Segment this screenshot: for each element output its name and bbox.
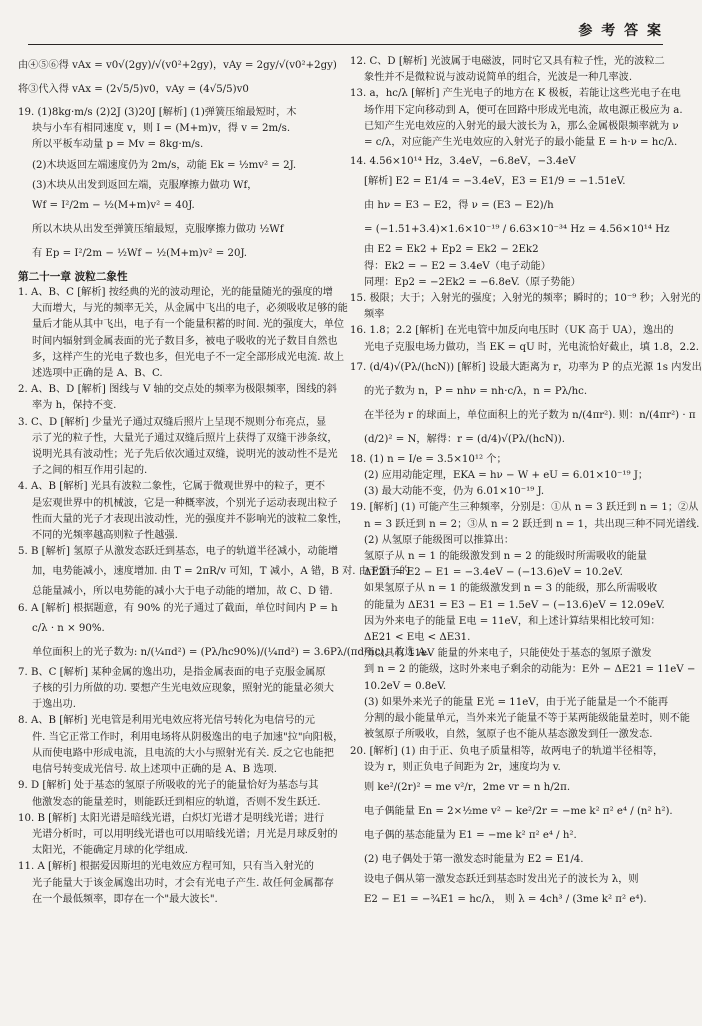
- answer-line: 18. (1) n = I/e = 3.5×10¹² 个；: [350, 453, 507, 465]
- answer-line: 多，这样产生的光电子数也多，但光电子不一定全部形成光电流. 故上: [32, 351, 345, 363]
- answer-line: 时间内辐射到金属表面的光子数目多，被电子吸收的光子数目自然也: [32, 335, 338, 347]
- page-header: [28, 20, 663, 45]
- right-column: [350, 54, 702, 1014]
- answer-line: 光谱分析时，可以用明线光谱也可以用暗线光谱；月光是月球反射的: [32, 828, 338, 840]
- answer-line: ΔE21 < E电 < ΔE31.: [364, 632, 471, 644]
- answer-line: 光电子克服电场力做功，当 EK = qU 时，光电流恰好截止，填 1.8，2.2.: [364, 341, 700, 353]
- answer-line: 19. (1)8kg·m/s (2)2J (3)20J [解析] (1)弹簧压缩最短时，木: [18, 107, 297, 118]
- answer-line: 场作用下定向移动到 A，便可在回路中形成光电流，故电源正极应为 a.: [364, 104, 683, 116]
- answer-line: 由 E2 = Ek2 + Ep2 = Ek2 − 2Ek2: [364, 244, 539, 256]
- answer-line: Wf = I²/2m − ½(M+m)v² = 40J.: [32, 199, 195, 211]
- answer-line: 性而大量的光子才表现出波动性，光的强度并不影响光的波粒二象性，: [32, 513, 348, 525]
- answer-line: 是宏观世界中的机械波，它是一种概率波，个别光子运动表现出粒子: [32, 497, 338, 509]
- answer-line: 子核的引力所做的功. 要想产生光电效应现象，照射光的能量必须大: [32, 683, 334, 695]
- answer-line: 率为 h，保持不变.: [32, 400, 117, 412]
- answer-line: 总能量减小，所以电势能的减小大于电子动能的增加，故 C、D 错.: [32, 586, 333, 598]
- answer-line: 11. A [解析] 根据爱因斯坦的光电效应方程可知，只有当入射光的: [18, 861, 314, 873]
- answer-line: 电子偶的基态能量为 E1 = −me k² π² e⁴ / h².: [364, 829, 577, 841]
- answer-line: (2)木块返回左端速度仍为 2m/s，动能 Ek = ½mv² = 2J.: [32, 159, 297, 171]
- answer-line: 20. [解析] (1) 由于正、负电子质量相等，故两电子的轨道半径相等，: [350, 745, 664, 757]
- answer-line: 由 hν = E3 − E2，得 ν = (E3 − E2)/h: [364, 200, 554, 212]
- answer-line: 单位面积上的光子数为: n/(¼πd²) = (Pλ/hc90%)/(¼πd²) = 3.6Pλ/(πd²hc)，故选 A.: [32, 646, 429, 658]
- answer-line: 2. A、B、D [解析] 图线与 V 轴的交点处的频率为极限频率，图线的斜: [18, 384, 337, 396]
- answer-line: 分割的最小能量单元，当外来光子能量不等于某两能级能量差时，则不能: [364, 713, 690, 725]
- answer-line: 所以具有 11eV 能量的外来电子，只能使处于基态的氢原子激发: [364, 648, 652, 660]
- answer-line: 件. 当它正常工作时，利用电场将从阴极逸出的电子加速"拉"向阳极，: [32, 731, 344, 743]
- answer-line: 将③代入得 vAx = (2√5/5)v0，vAy = (4√5/5)v0: [18, 84, 249, 95]
- answer-line: ΔE21 = E2 − E1 = −3.4eV − (−13.6)eV = 10.2eV.: [364, 567, 623, 579]
- answer-line: 被氢原子所吸收，自然，氢原子也不能从基态激发到任一激发态.: [364, 729, 653, 741]
- answer-line: = c/λ，对应能产生光电效应的入射光子的最小能量 E = h·ν = hc/λ.: [364, 137, 678, 149]
- answer-line: 电子偶能量 En = 2×½me v² − ke²/2r = −me k² π² e⁴ / (n² h²).: [364, 805, 673, 817]
- answer-line: 有 Ep = I²/2m − ½Wf − ½(M+m)v² = 20J.: [32, 247, 248, 259]
- answer-line: 则 ke²/(2r)² = me v²/r，2me vr = n h/2π.: [364, 781, 571, 793]
- answer-line: 3. C、D [解析] 少量光子通过双缝后照片上呈现不规则分布亮点，显: [18, 416, 327, 428]
- answer-line: 17. (d/4)√(Pλ/(hcN)) [解析] 设最大距离为 r，功率为 P 的点光源 1s 内发出: [350, 361, 702, 373]
- answer-line: 块与小车有相同速度 v，则 I = (M+m)v，得 v = 2m/s.: [32, 123, 291, 135]
- answer-line: (3) 最大动能不变，仍为 6.01×10⁻¹⁹ J.: [364, 486, 545, 498]
- answer-line: 7. B、C [解析] 某种金属的逸出功，是指金属表面的电子克服金属原: [18, 666, 326, 678]
- answer-line: 得：Ek2 = − E2 = 3.4eV（电子动能）: [364, 260, 551, 272]
- answer-line: 6. A [解析] 根据题意，有 90% 的光子通过了截面，单位时间内 P = h: [18, 602, 338, 614]
- answer-line: 因为外来电子的能量 E电 = 11eV，和上述计算结果相比较可知：: [364, 615, 661, 627]
- answer-line: 所以平板车动量 p = Mv = 8kg·m/s.: [32, 139, 204, 151]
- answer-line: 19. [解析] (1) 可能产生三种频率，分别是：①从 n = 3 跃迁到 n = 1；②从: [350, 502, 699, 514]
- answer-line: 从而使电路中形成电流，且电流的大小与照射光有关. 反之它也能把: [32, 747, 334, 759]
- answer-line: E2 − E1 = −¾E1 = hc/λ， 则 λ = 4ch³ / (3me k² π² e⁴).: [364, 894, 647, 906]
- answer-line: 氢原子从 n = 1 的能级激发到 n = 2 的能级时所需吸收的能量: [364, 551, 647, 563]
- answer-line: 4. A、B [解析] 光具有波粒二象性，它属于微观世界中的粒子，更不: [18, 481, 326, 493]
- answer-line: (3)木块从出发到返回左端，克服摩擦力做功 Wf，: [32, 179, 258, 191]
- answer-line: 所以木块从出发至弹簧压缩最短，克服摩擦力做功 ½Wf: [32, 223, 284, 235]
- answer-line: (2) 应用动能定理，EKA = hν − W + eU = 6.01×10⁻¹⁹ J；: [364, 470, 649, 482]
- answer-line: 在半径为 r 的球面上，单位面积上的光子数为 n/(4πr²). 则：n/(4πr²) · π: [364, 409, 696, 421]
- answer-line: 大而增大，与光的频率无关，从金属中飞出的电子，必须吸收足够的能: [32, 303, 348, 315]
- page-header-title: 参 考 答 案: [578, 23, 663, 39]
- answer-line: 的能量为 ΔE31 = E3 − E1 = 1.5eV − (−13.6)eV = 12.09eV.: [364, 599, 665, 611]
- answer-line: 12. C、D [解析] 光波属于电磁波，同时它又具有粒子性，光的波粒二: [350, 56, 665, 67]
- answer-line: 13. a，hc/λ [解析] 产生光电子的地方在 K 极板，若能让这些光电子在电: [350, 88, 681, 100]
- chapter-heading: 第二十一章 波粒二象性: [18, 270, 128, 283]
- answer-line: 频率: [364, 309, 385, 321]
- answer-line: 14. 4.56×10¹⁴ Hz，3.4eV，−6.8eV，−3.4eV: [350, 156, 576, 168]
- answer-line: 设为 r，则正负电子间距为 2r，速度均为 v.: [364, 761, 561, 773]
- answer-line: 电信号转变成光信号. 故上述项中正确的是 A、B 选项.: [32, 764, 277, 776]
- answer-line: 光子能量大于该金属逸出功时，才会有光电子产生. 故任何金属都存: [32, 877, 334, 889]
- answer-line: 15. 极限；大于；入射光的强度；入射光的频率；瞬时的；10⁻⁹ 秒；入射光的: [350, 293, 701, 305]
- answer-line: 象性并不是微粒说与波动说简单的组合，光波是一种几率波.: [364, 72, 633, 84]
- answer-line: 他激发态的能量差时，则能跃迁到相应的轨道，否则不发生跃迁.: [32, 796, 321, 808]
- answer-line: 设电子偶从第一激发态跃迁到基态时发出光子的波长为 λ，则: [364, 873, 639, 885]
- answer-line: n = 3 跃迁到 n = 2；③从 n = 2 跃迁到 n = 1，共出现三种不同光谱线.: [364, 518, 700, 530]
- answer-line: 同理：Ep2 = −2Ek2 = −6.8eV.（原子势能）: [364, 276, 581, 288]
- answer-line: 加，电势能减小，速度增加. 由 T = 2πR/v 可知，T 减小，A 错，B 对. 由于原子的: [32, 566, 410, 578]
- answer-line: 已知产生光电效应的入射光的最大波长为 λ，那么金属极限频率就为 ν: [364, 120, 679, 132]
- answer-line: 的光子数为 n，P = nhν = nh·c/λ，n = Pλ/hc.: [364, 385, 588, 397]
- answer-line: 1. A、B、C [解析] 按经典的光的波动理论，光的能量随光的强度的增: [18, 287, 333, 299]
- answer-line: 8. A、B [解析] 光电管是利用光电效应将光信号转化为电信号的元: [18, 715, 315, 727]
- answer-line: 示了光的粒子性，大量光子通过双缝后照片上获得了双缝干涉条纹，: [32, 432, 338, 444]
- answer-line: 5. B [解析] 氢原子从激发态跃迁到基态，电子的轨道半径减小，动能增: [18, 546, 339, 558]
- answer-line: (2) 从氢原子能级图可以推算出：: [364, 534, 515, 546]
- answer-line: 到 n = 2 的能级，这时外来电子剩余的动能为：E外 − ΔE21 = 11eV −: [364, 664, 696, 676]
- answer-line: 说明光具有波动性；光子先后依次通过双缝，说明光的波动性不是光: [32, 449, 338, 461]
- answer-line: 10. B [解析] 太阳光谱是暗线光谱，白炽灯光谱才是明线光谱；进行: [18, 812, 325, 824]
- answer-line: 子之间的相互作用引起的.: [32, 465, 148, 477]
- answer-line: 在一个最低频率，即存在一个"最大波长".: [32, 893, 218, 905]
- answer-line: 16. 1.8；2.2 [解析] 在光电管中加反向电压时（UK 高于 UA），逸出的: [350, 325, 674, 337]
- answer-line: = (−1.51+3.4)×1.6×10⁻¹⁹ / 6.63×10⁻³⁴ Hz = 4.56×10¹⁴ Hz: [364, 224, 670, 236]
- answer-line: 量后才能从其中飞出，电子有一个能量积蓄的时间. 光的强度大，单位: [32, 319, 345, 331]
- answer-line: 于逸出功.: [32, 699, 76, 711]
- answer-line: 9. D [解析] 处于基态的氢原子所吸收的光子的能量恰好为基态与其: [18, 780, 319, 792]
- answer-line: 如果氢原子从 n = 1 的能级激发到 n = 3 的能级，那么所需吸收: [364, 583, 658, 595]
- answer-line: 述选项中正确的是 A、B、C.: [32, 368, 163, 380]
- answer-line: (3) 如果外来光子的能量 E光 = 11eV，由于光子能量是一个不能再: [364, 696, 669, 708]
- answer-line: 由④⑤⑥得 vAx = v0√(2gy)/√(v0²+2gy)，vAy = 2gy/√(v0²+2gy): [18, 60, 337, 71]
- answer-line: (d/2)² = N，解得：r = (d/4)√(Pλ/(hcN)).: [364, 433, 565, 445]
- answer-line: 10.2eV = 0.8eV.: [364, 680, 447, 692]
- answer-line: 不同的光频率越高则粒子性越强.: [32, 530, 178, 542]
- answer-line: 太阳光，不能确定月球的化学组成.: [32, 845, 189, 857]
- answer-line: (2) 电子偶处于第一激发态时能量为 E2 = E1/4.: [364, 853, 584, 865]
- answer-line: c/λ · n × 90%.: [32, 622, 105, 634]
- answer-line: [解析] E2 = E1/4 = −3.4eV，E3 = E1/9 = −1.51eV.: [364, 176, 626, 188]
